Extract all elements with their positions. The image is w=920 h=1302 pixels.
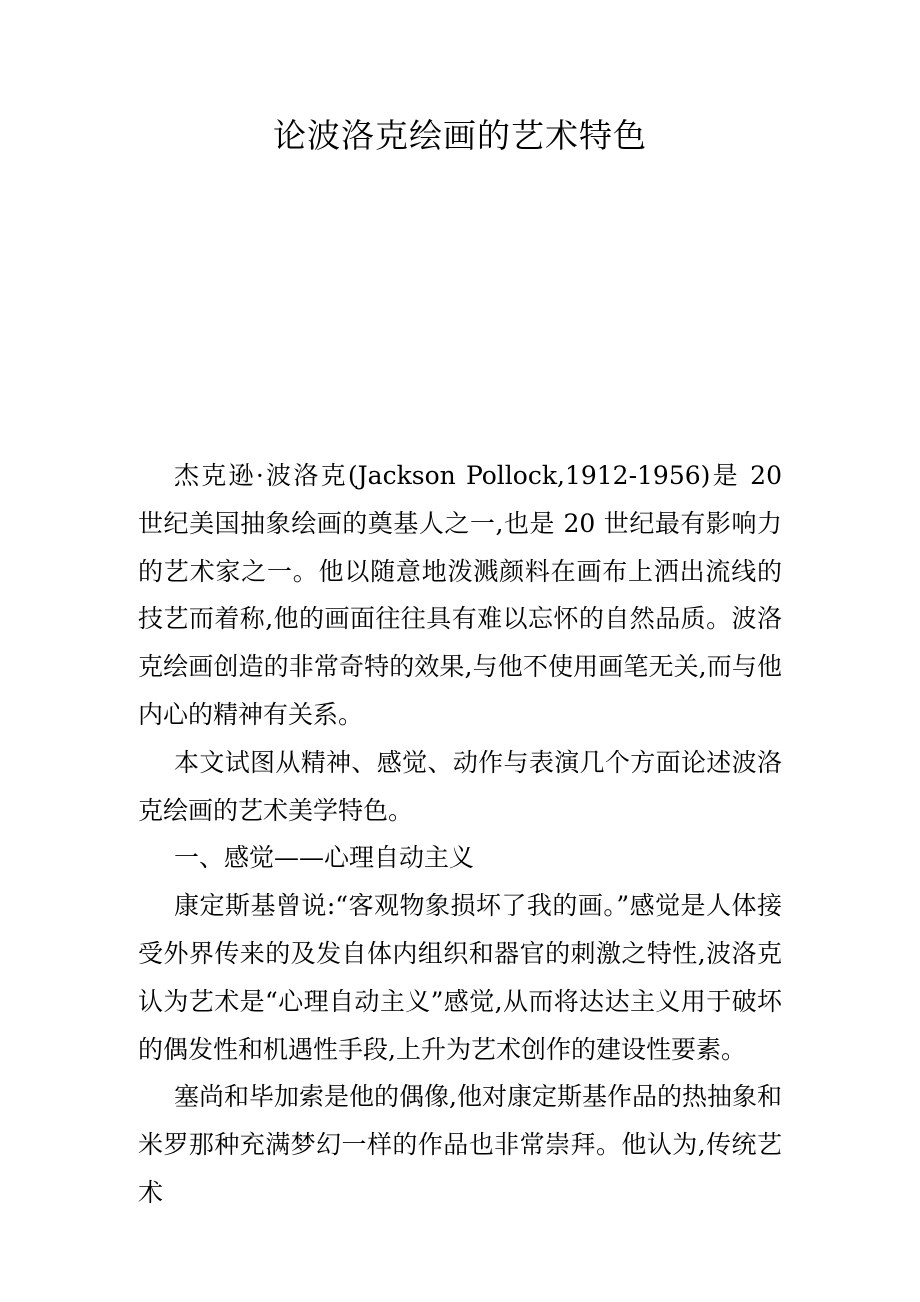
paragraph-idols: 塞尚和毕加索是他的偶像,他对康定斯基作品的热抽象和米罗那种充满梦幻一样的作品也非常崇拜。他认为,传统艺术 [138, 1082, 782, 1207]
document-body [138, 452, 782, 1217]
paragraph-scope: 本文试图从精神、感觉、动作与表演几个方面论述波洛克绘画的艺术美学特色。 [138, 747, 782, 825]
document-title: 论波洛克绘画的艺术特色 [273, 116, 647, 155]
paragraph-intro: 杰克逊·波洛克(Jackson Pollock,1912-1956)是 20 世纪美国抽象绘画的奠基人之一,也是 20 世纪最有影响力的艺术家之一。他以随意地泼溅颜料在画布上洒出流线的技艺而着称,他的画面往往具有难以忘怀的自然品质。波洛克绘画创造的非常奇特的效果,与他不使用画笔无关,而与他内心的精神有关系。 [138, 461, 782, 729]
paragraph-kandinsky: 康定斯基曾说:“客观物象损坏了我的画。”感觉是人体接受外界传来的及发自体内组织和器官的刺激之特性,波洛克认为艺术是“心理自动主义”感觉,从而将达达主义用于破坏的偶发性和机遇性手段,上升为艺术创作的建设性要素。 [138, 891, 782, 1064]
section-heading: 一、感觉——心理自动主义 [174, 843, 475, 873]
